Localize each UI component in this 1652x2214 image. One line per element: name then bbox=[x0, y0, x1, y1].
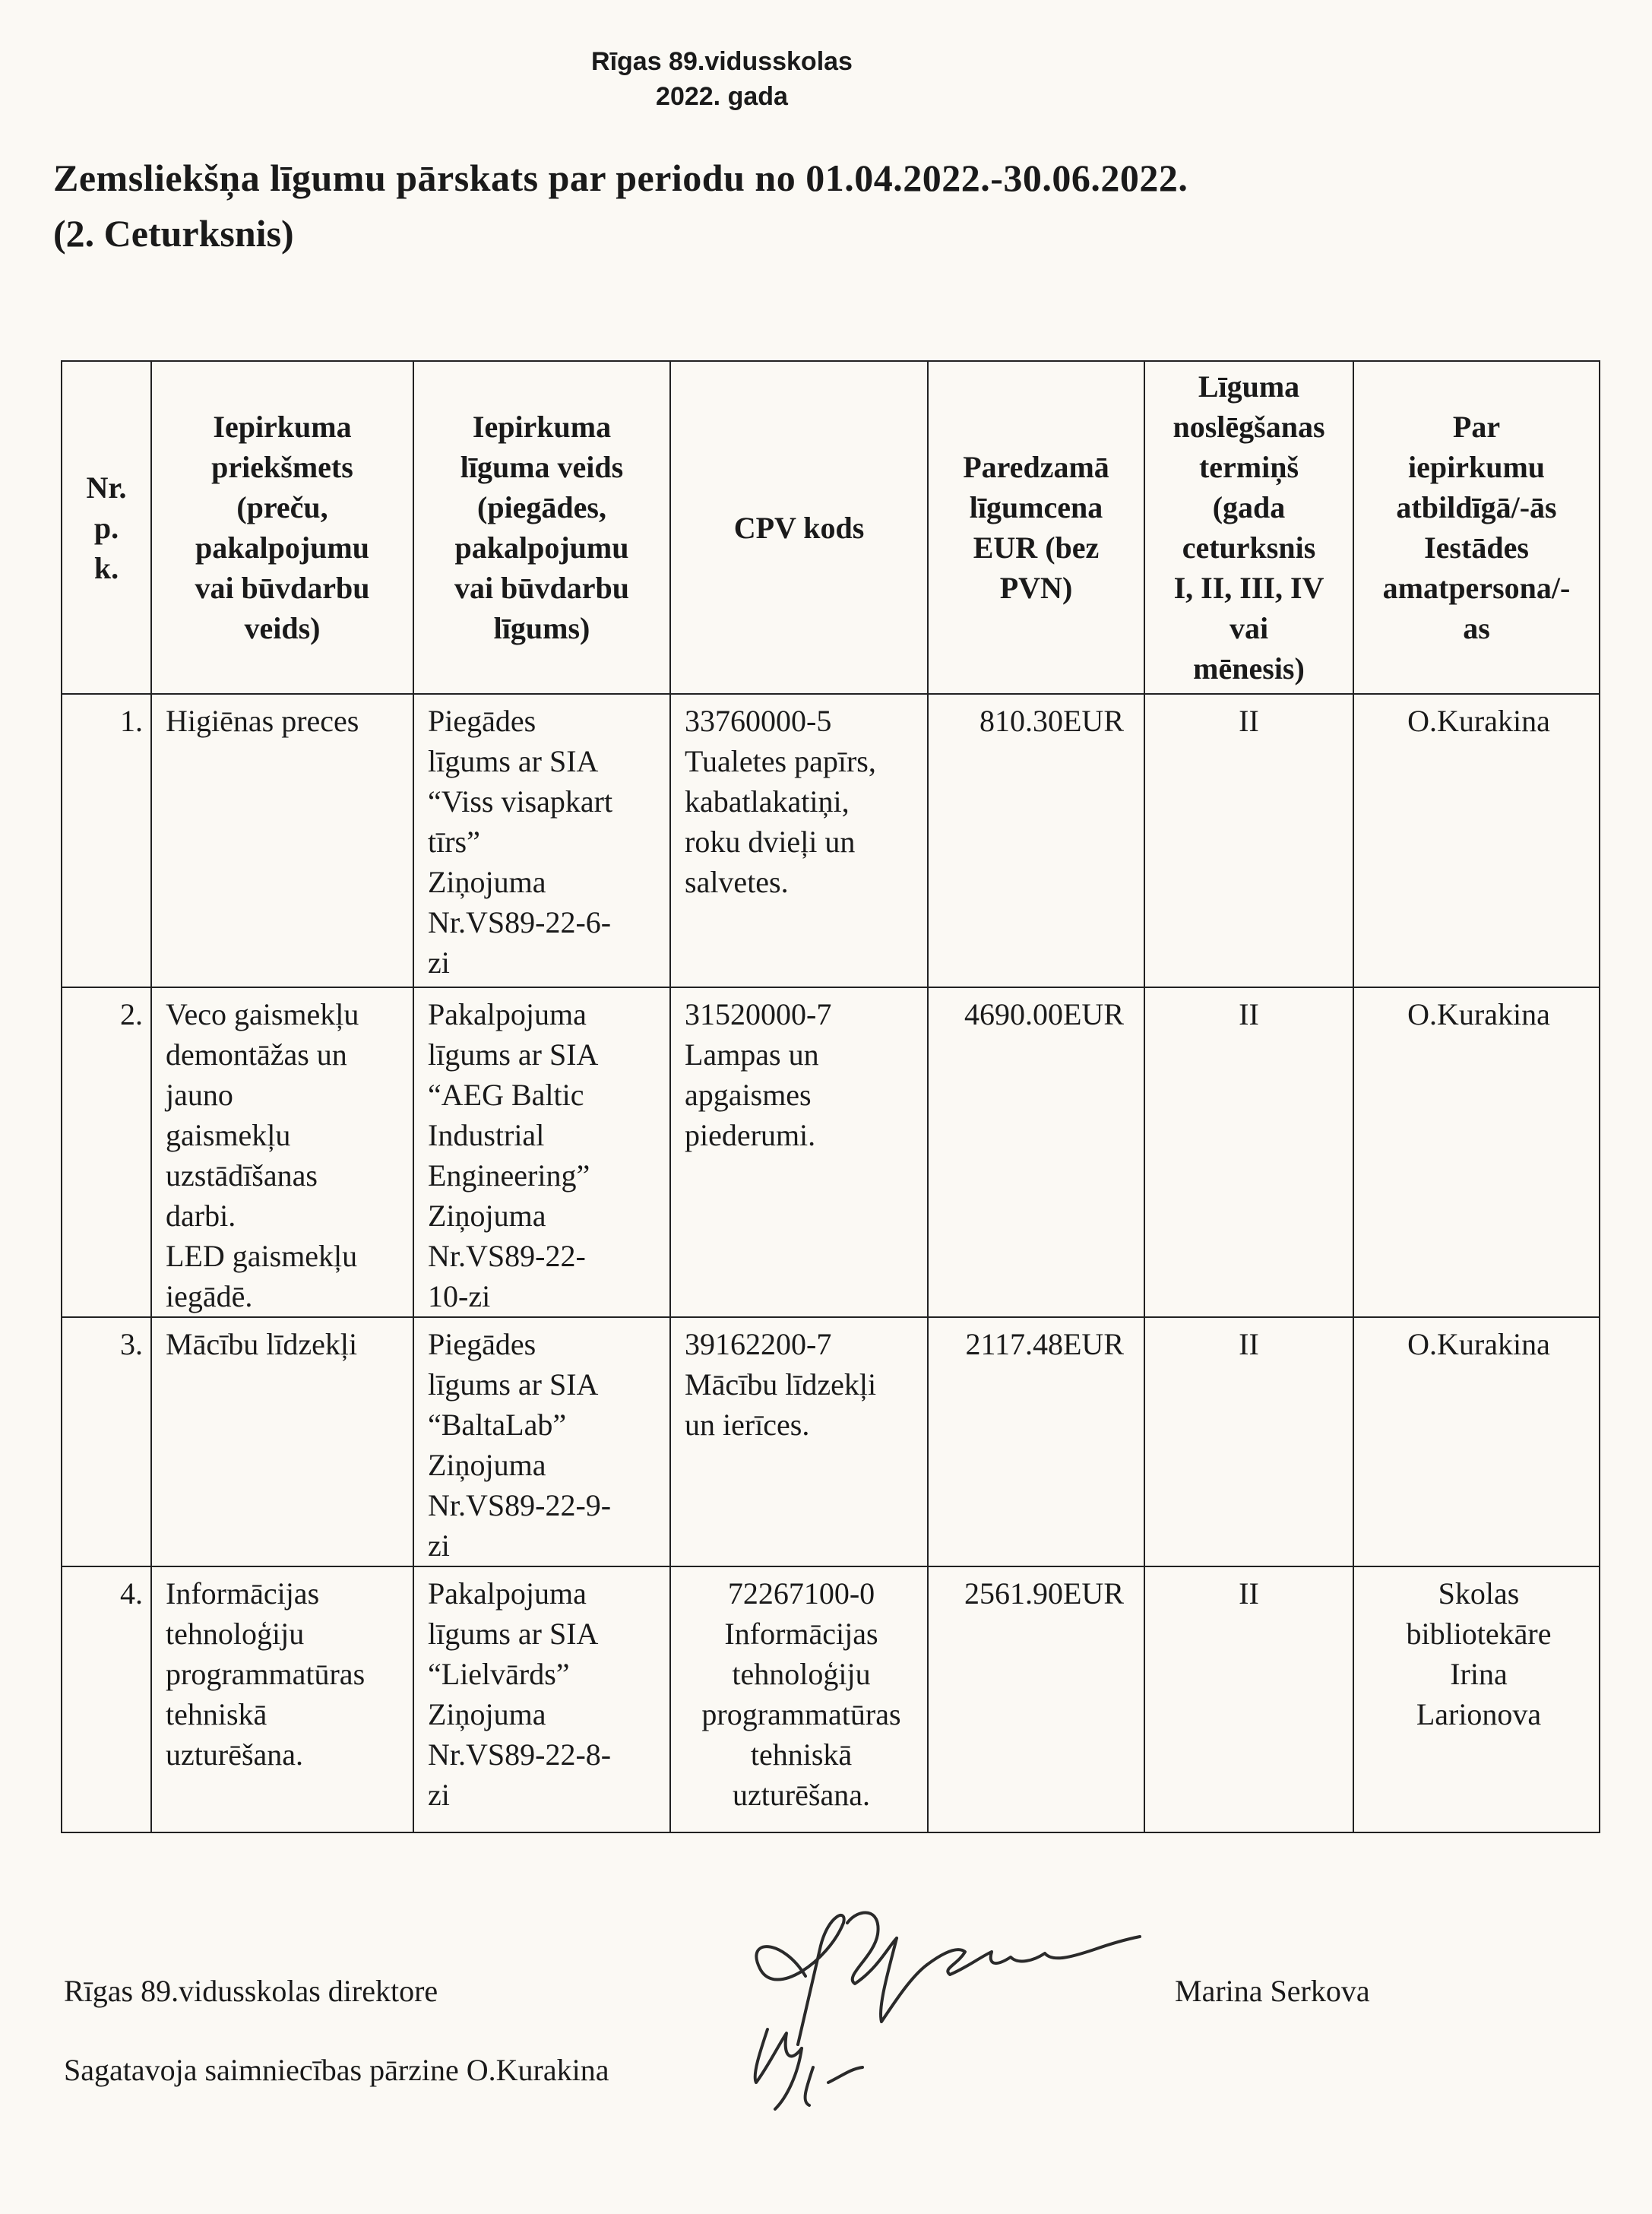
row-subject: Veco gaismekļu demontāžas un jauno gaismekļu uzstādīšanas darbi. LED gaismekļu iegādē. bbox=[151, 987, 413, 1317]
col-header-responsible: Par iepirkumu atbildīgā/-ās Iestādes amatpersona/- as bbox=[1353, 361, 1600, 694]
page-subtitle: (2. Ceturksnis) bbox=[53, 212, 294, 255]
row-responsible: Skolas bibliotekāre Irina Larionova bbox=[1353, 1566, 1600, 1832]
report-year: 2022. gada bbox=[656, 82, 788, 111]
col-header-term: Līguma noslēgšanas termiņš (gada ceturksnis I, II, III, IV vai mēnesis) bbox=[1144, 361, 1353, 694]
row-nr: 3. bbox=[62, 1317, 151, 1566]
row-responsible: O.Kurakina bbox=[1353, 987, 1600, 1317]
col-header-cpv: CPV kods bbox=[670, 361, 928, 694]
row-contract: Pakalpojuma līgums ar SIA “AEG Baltic Industrial Engineering” Ziņojuma Nr.VS89-22- 10-zi bbox=[413, 987, 670, 1317]
col-header-contract-type: Iepirkuma līguma veids (piegādes, pakalpojumu vai būvdarbu līgums) bbox=[413, 361, 670, 694]
row-cpv: 33760000-5 Tualetes papīrs, kabatlakatiņi, roku dvieļi un salvetes. bbox=[670, 694, 928, 987]
row-contract: Piegādes līgums ar SIA “BaltaLab” Ziņojuma Nr.VS89-22-9- zi bbox=[413, 1317, 670, 1566]
row-responsible: O.Kurakina bbox=[1353, 1317, 1600, 1566]
prepared-by: Sagatavoja saimniecības pārzine O.Kurakina bbox=[64, 2053, 609, 2087]
school-name: Rīgas 89.vidusskolas bbox=[591, 47, 853, 76]
row-cpv: 39162200-7 Mācību līdzekļi un ierīces. bbox=[670, 1317, 928, 1566]
row-nr: 1. bbox=[62, 694, 151, 987]
table-row bbox=[62, 1566, 1600, 1832]
row-term: II bbox=[1144, 1317, 1353, 1566]
row-price: 4690.00EUR bbox=[928, 987, 1144, 1317]
row-term: II bbox=[1144, 987, 1353, 1317]
row-price: 810.30EUR bbox=[928, 694, 1144, 987]
contracts-table bbox=[61, 360, 1600, 1833]
col-header-subject: Iepirkuma priekšmets (preču, pakalpojumu vai būvdarbu veids) bbox=[151, 361, 413, 694]
table-row bbox=[62, 1317, 1600, 1566]
row-subject: Mācību līdzekļi bbox=[151, 1317, 413, 1566]
row-price: 2561.90EUR bbox=[928, 1566, 1144, 1832]
table-header-row bbox=[62, 361, 1600, 694]
row-cpv: 72267100-0 Informācijas tehnoloģiju programmatūras tehniskā uzturēšana. bbox=[670, 1566, 928, 1832]
row-subject: Informācijas tehnoloģiju programmatūras tehniskā uzturēšana. bbox=[151, 1566, 413, 1832]
row-price: 2117.48EUR bbox=[928, 1317, 1144, 1566]
row-nr: 4. bbox=[62, 1566, 151, 1832]
table-row bbox=[62, 694, 1600, 987]
col-header-nr: Nr. p. k. bbox=[62, 361, 151, 694]
page-title: Zemsliekšņa līgumu pārskats par periodu no 01.04.2022.-30.06.2022. bbox=[53, 157, 1188, 199]
row-contract: Piegādes līgums ar SIA “Viss visapkart tīrs” Ziņojuma Nr.VS89-22-6- zi bbox=[413, 694, 670, 987]
row-subject: Higiēnas preces bbox=[151, 694, 413, 987]
director-signature bbox=[714, 1893, 1185, 2121]
row-contract: Pakalpojuma līgums ar SIA “Lielvārds” Ziņojuma Nr.VS89-22-8- zi bbox=[413, 1566, 670, 1832]
table-row bbox=[62, 987, 1600, 1317]
row-cpv: 31520000-7 Lampas un apgaismes piederumi. bbox=[670, 987, 928, 1317]
row-responsible: O.Kurakina bbox=[1353, 694, 1600, 987]
row-term: II bbox=[1144, 694, 1353, 987]
row-term: II bbox=[1144, 1566, 1353, 1832]
director-name: Marina Serkova bbox=[1175, 1974, 1370, 2008]
director-label: Rīgas 89.vidusskolas direktore bbox=[64, 1974, 438, 2008]
col-header-price: Paredzamā līgumcena EUR (bez PVN) bbox=[928, 361, 1144, 694]
row-nr: 2. bbox=[62, 987, 151, 1317]
